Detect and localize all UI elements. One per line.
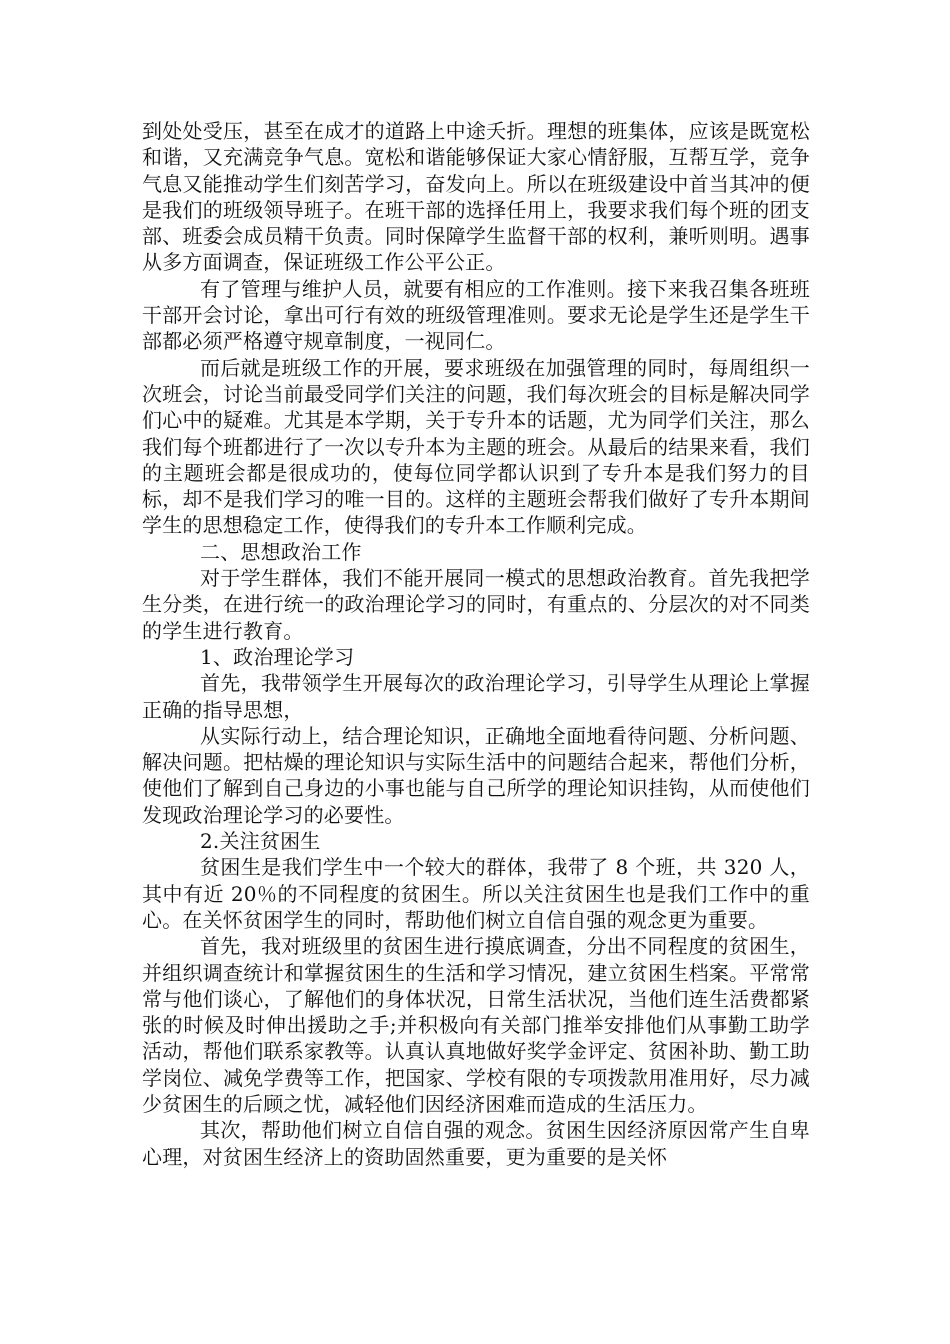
paragraph: 首先，我带领学生开展每次的政治理论学习，引导学生从理论上掌握正确的指导思想， [142,671,810,722]
paragraph: 有了管理与维护人员，就要有相应的工作准则。接下来我召集各班班干部开会讨论，拿出可行有效的班级管理准则。要求无论是学生还是学生干部都必须严格遵守规章制度，一视同仁。 [142,276,810,354]
document-body [142,118,810,1170]
paragraph: 对于学生群体，我们不能开展同一模式的思想政治教育。首先我把学生分类，在进行统一的政治理论学习的同时，有重点的、分层次的对不同类的学生进行教育。 [142,566,810,643]
subsection-heading: 1、政治理论学习 [200,644,355,669]
paragraph: 从实际行动上，结合理论知识，正确地全面地看待问题、分析问题、解决问题。把枯燥的理论知识与实际生活中的问题结合起来，帮他们分析，使他们了解到自己身边的小事也能与自己所学的理论知识挂钩，从而使他们发现政治理论学习的必要性。 [142,723,810,827]
paragraph: 贫困生是我们学生中一个较大的群体，我带了 8 个班，共 320 人，其中有近 20％的不同程度的贫困生。所以关注贫困生也是我们工作中的重心。在关怀贫困学生的同时，帮助他们树立自信自强的观念更为重要。 [142,855,810,932]
section-heading: 二、思想政治工作 [200,539,362,564]
subsection-heading: 2.关注贫困生 [200,829,321,854]
paragraph: 到处处受压，甚至在成才的道路上中途夭折。理想的班集体，应该是既宽松和谐，又充满竞争气息。宽松和谐能够保证大家心情舒服，互帮互学，竞争气息又能推动学生们刻苦学习，奋发向上。所以在班级建设中首当其冲的便是我们的班级领导班子。在班干部的选择任用上，我要求我们每个班的团支部、班委会成员精干负责。同时保障学生监督干部的权利，兼听则明。遇事从多方面调查，保证班级工作公平公正。 [142,119,810,275]
paragraph: 其次，帮助他们树立自信自强的观念。贫困生因经济原因常产生自卑心理，对贫困生经济上的资助固然重要，更为重要的是关怀 [142,1118,810,1169]
paragraph: 首先，我对班级里的贫困生进行摸底调查，分出不同程度的贫困生，并组织调查统计和掌握贫困生的生活和学习情况，建立贫困生档案。平常常常与他们谈心，了解他们的身体状况，日常生活状况，当他们连生活费都紧张的时候及时伸出援助之手;并积极向有关部门推举安排他们从事勤工助学活动，帮他们联系家教等。认真认真地做好奖学金评定、贫困补助、勤工助学岗位、减免学费等工作，把国家、学校有限的专项拨款用准用好，尽力减少贫困生的后顾之忧，减轻他们因经济困难而造成的生活压力。 [142,934,810,1116]
paragraph: 而后就是班级工作的开展，要求班级在加强管理的同时，每周组织一次班会，讨论当前最受同学们关注的问题，我们每次班会的目标是解决同学们心中的疑难。尤其是本学期，关于专升本的话题，尤为同学们关注，那么我们每个班都进行了一次以专升本为主题的班会。从最后的结果来看，我们的主题班会都是很成功的，使每位同学都认识到了专升本是我们努力的目标，却不是我们学习的唯一目的。这样的主题班会帮我们做好了专升本期间学生的思想稳定工作，使得我们的专升本工作顺利完成。 [142,355,810,538]
